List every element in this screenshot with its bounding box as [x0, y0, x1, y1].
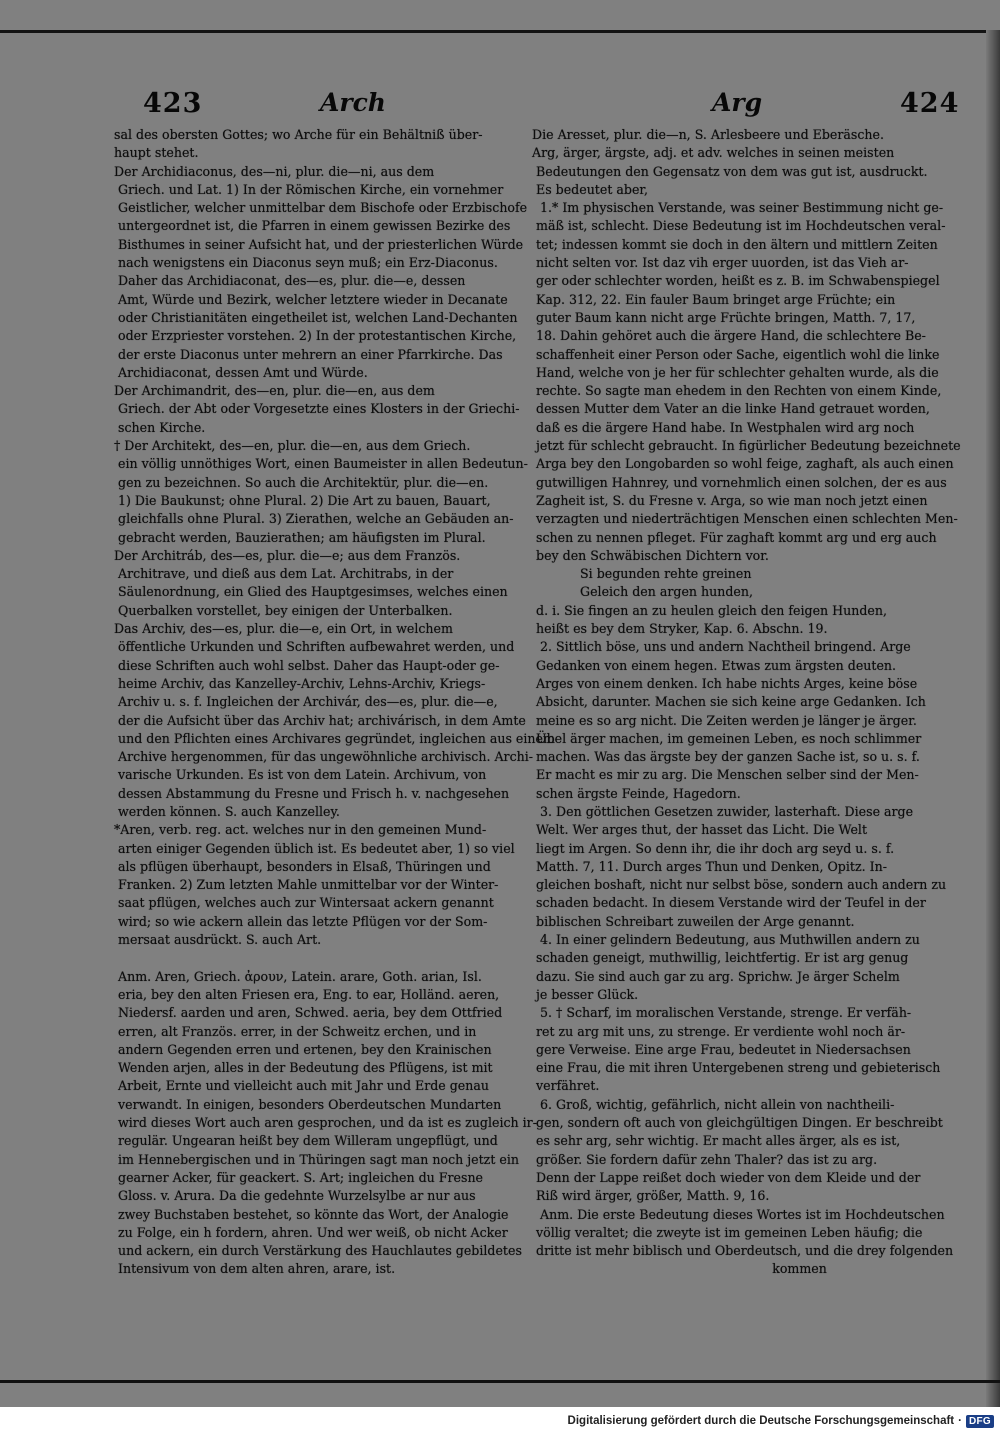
left-page-number: 423 [143, 88, 203, 119]
left-column-text: sal des obersten Gottes; wo Arche für ein Behältniß über- haupt stehet. Der Archidiaconus, des—ni, plur. die—ni, aus dem Griech. und Lat. 1) In der Römischen Kirche, ein vornehmer Geistlicher, welcher unmittelbar dem Bischofe oder Erzbischofe untergeordnet ist, die Pfarren in einem gewissen Bezirke des Bisthumes in seiner Aufsicht hat, und der priesterlichen Würde nach wenigstens ein Diaconus seyn muß; ein Erz-Diaconus. Daher das Archidiaconat, des—es, plur. die—e, dessen Amt, Würde und Bezirk, welcher letztere wieder in Decanate oder Christianitäten eingetheilet ist, welchen Land-Dechanten oder Erzpriester vorstehen. 2) In der protestantischen Kirche, der erste Diaconus unter mehrern an einer Pfarrkirche. Das Archidiaconat, dessen Amt und Würde. Der Archimandrit, des—en, plur. die—en, aus dem Griech. der Abt oder Vorgesetzte eines Klosters in der Griechi- schen Kirche. † Der Architekt, des—en, plur. die—en, aus dem Griech. ein völlig unnöthiges Wort, einen Baumeister in allen Bedeutun- gen zu bezeichnen. So auch die Architektür, plur. die—en. 1) Die Baukunst; ohne Plural. 2) Die Art zu bauen, Bauart, gleichfalls ohne Plural. 3) Zierathen, welche an Gebäuden an- gebracht werden, Bauzierathen; am häufigsten im Plural. Der Architráb, des—es, plur. die—e; aus dem Französ. Architrave, und dieß aus dem Lat. Architrabs, in der Säulenordnung, ein Glied des Hauptgesimses, welches einen Querbalken vorstellet, bey einigen der Unterbalken. Das Archiv, des—es, plur. die—e, ein Ort, in welchem öffentliche Urkunden und Schriften aufbewahret werden, und diese Schriften auch wohl selbst. Daher das Haupt-oder ge- heime Archiv, das Kanzelley-Archiv, Lehns-Archiv, Kriegs- Archiv u. s. f. Ingleichen der Archivár, des—es, plur. die—e, der die Aufsicht über das Archiv hat; archivárisch, in dem Amte und den Pflichten eines Archivares gegründet, ingleichen aus einem Archive hergenommen, für das ungewöhnliche archivisch. Archi- varische Urkunden. Es ist von dem Latein. Archivum, von dessen Abstammung du Fresne und Frisch h. v. nachgesehen werden können. S. auch Kanzelley. *Aren, verb. reg. act. welches nur in den gemeinen Mund- arten einiger Gegenden üblich ist. Es bedeutet aber, 1) so viel als pflügen überhaupt, besonders in Elsaß, Thüringen und Franken. 2) Zum letzten Mahle unmittelbar vor der Winter- saat pflügen, welches auch zur Wintersaat ackern genannt wird; so wie ackern allein das letzte Pflügen vor der Som- mersaat ausdrückt. S. auch Art. Anm. Aren, Griech. ἀρουν, Latein. arare, Goth. arian, Isl. eria, bey den alten Friesen era, Eng. to ear, Holländ. aeren, Niedersf. aarden und aren, Schwed. aeria, bey dem Ottfried erren, alt Französ. errer, in der Schweitz erchen, und in andern Gegenden erren und ertenen, bey den Krainischen Wenden arjen, alles in der Bedeutung des Pflügens, ist mit Arbeit, Ernte und vielleicht auch mit Jahr und Erde genau verwandt. In einigen, besonders Oberdeutschen Mundarten wird dieses Wort auch aren gesprochen, und da ist es zugleich ir- regulär. Ungearan heißt bey dem Willeram ungepflügt, und im Hennebergischen und in Thüringen sagt man noch jetzt ein gearner Acker, für geackert. S. Art; ingleichen du Fresne Gloss. v. Arura. Da die gedehnte Wurzelsylbe ar nur aus zwey Buchstaben bestehet, so könnte das Wort, der Analogie zu Folge, ein h fordern, ahren. Und wer weiß, ob nicht Acker und ackern, ein durch Verstärkung des Hauchlautes gebildetes Intensivum von dem alten ahren, arare, ist. [114, 127, 555, 1277]
book-edge-shadow [986, 30, 1000, 1407]
right-column-text: Die Aresset, plur. die—n, S. Arlesbeere und Eberäsche. Arg, ärger, ärgste, adj. et adv. welches in seinen meisten Bedeutungen den Gegensatz von dem was gut ist, ausdruckt. Es bedeutet aber, 1.* Im physischen Verstande, was seiner Bestimmung nicht ge- mäß ist, schlecht. Diese Bedeutung ist im Hochdeutschen veral- tet; indessen kommt sie doch in den ältern und mittlern Zeiten nicht selten vor. Ist daz vih erger uuorden, ist das Vieh ar- ger oder schlechter worden, heißt es z. B. im Schwabenspiegel Kap. 312, 22. Ein fauler Baum bringet arge Früchte; ein guter Baum kann nicht arge Früchte bringen, Matth. 7, 17, 18. Dahin gehöret auch die ärgere Hand, die schlechtere Be- schaffenheit einer Person oder Sache, eigentlich wohl die linke Hand, welche von je her für schlechter gehalten wurde, als die rechte. So sagte man ehedem in den Rechten von einem Kinde, dessen Mutter dem Vater an die linke Hand getrauet worden, daß es die ärgere Hand habe. In Westphalen wird arg noch jetzt für schlecht gebraucht. In figürlicher Bedeutung bezeichnete Arga bey den Longobarden so wohl feige, zaghaft, als auch einen gutwilligen Hahnrey, und vornehmlich einen solchen, der es aus Zagheit ist, S. du Fresne v. Arga, so wie man noch jetzt einen verzagten und niederträchtigen Menschen einen schlechten Men- schen zu nennen pfleget. Für zaghaft kommt arg und erg auch bey den Schwäbischen Dichtern vor. Si begunden rehte greinen Geleich den argen hunden, d. i. Sie fingen an zu heulen gleich den feigen Hunden, heißt es bey dem Stryker, Kap. 6. Abschn. 19. 2. Sittlich böse, uns und andern Nachtheil bringend. Arge Gedanken von einem hegen. Etwas zum ärgsten deuten. Arges von einem denken. Ich habe nichts Arges, keine böse Absicht, darunter. Machen sie sich keine arge Gedanken. Ich meine es so arg nicht. Die Zeiten werden je länger je ärger. Übel ärger machen, im gemeinen Leben, es noch schlimmer machen. Was das ärgste bey der ganzen Sache ist, so u. s. f. Er macht es mir zu arg. Die Menschen selber sind der Men- schen ärgste Feinde, Hagedorn. 3. Den göttlichen Gesetzen zuwider, lasterhaft. Diese arge Welt. Wer arges thut, der hasset das Licht. Die Welt liegt im Argen. So denn ihr, die ihr doch arg seyd u. s. f. Matth. 7, 11. Durch arges Thun und Denken, Opitz. In- gleichen boshaft, nicht nur selbst böse, sondern auch andern zu schaden bedacht. In diesem Verstande wird der Teufel in der biblischen Schreibart zuweilen der Arge genannt. 4. In einer gelindern Bedeutung, aus Muthwillen andern zu schaden geneigt, muthwillig, leichtfertig. Er ist arg genug dazu. Sie sind auch gar zu arg. Sprichw. Je ärger Schelm je besser Glück. 5. † Scharf, im moralischen Verstande, strenge. Er verfäh- ret zu arg mit uns, zu strenge. Er verdiente wohl noch är- gere Verweise. Eine arge Frau, bedeutet in Niedersachsen eine Frau, die mit ihren Untergebenen streng und gebieterisch verfähret. 6. Groß, wichtig, gefährlich, nicht allein von nachtheili- gen, sondern oft auch von gleichgültigen Dingen. Er beschreibt es sehr arg, sehr wichtig. Er macht alles ärger, als es ist, größer. Sie fordern dafür zehn Thaler? das ist zu arg. Denn der Lappe reißet doch wieder von dem Kleide und der Riß wird ärger, größer, Matth. 9, 16. Anm. Die erste Bedeutung dieses Wortes ist im Hochdeutschen völlig veraltet; die zweyte ist im gemeinen Leben häufig; die dritte ist mehr biblisch und Oberdeutsch, und die drey folgenden kommen [532, 127, 961, 1277]
footer-credit [568, 1412, 994, 1430]
dfg-logo-icon: DFG [966, 1415, 994, 1428]
footer-credit-text: Digitalisierung gefördert durch die Deutsche Forschungsgemeinschaft [567, 1415, 955, 1427]
top-rule [0, 30, 1000, 33]
right-running-head: Arg [712, 88, 763, 117]
bottom-rule [0, 1380, 1000, 1383]
left-running-head: Arch [320, 88, 386, 117]
right-page-number: 424 [900, 88, 960, 119]
footer-separator: · [958, 1415, 962, 1427]
